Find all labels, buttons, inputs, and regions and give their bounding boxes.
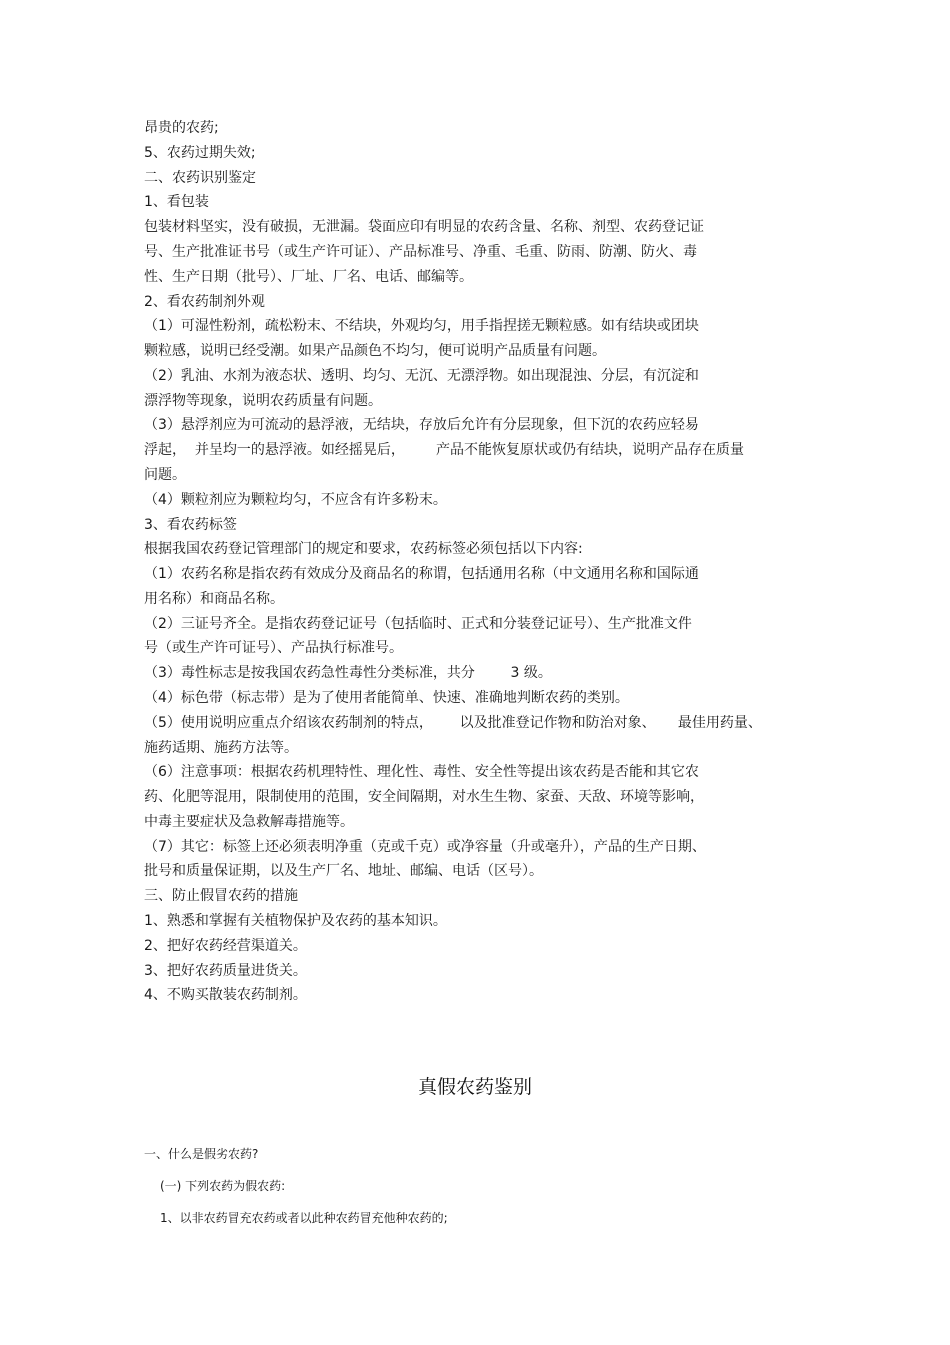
text-line: （1）可湿性粉剂，疏松粉末、不结块，外观均匀，用手指捏搓无颗粒感。如有结块或团块 [144, 318, 699, 335]
text-line: 问题。 [144, 466, 186, 483]
text-line: （3）悬浮剂应为可流动的悬浮液，无结块，存放后允许有分层现象，但下沉的农药应轻易 [144, 417, 699, 434]
text-line: （4）颗粒剂应为颗粒均匀，不应含有许多粉末。 [144, 491, 447, 508]
list-item: 1、以非农药冒充农药或者以此种农药冒充他种农药的; [160, 1211, 448, 1225]
text-line: （3）毒性标志是按我国农药急性毒性分类标准，共分 3 级。 [144, 665, 552, 682]
text-line: 用名称）和商品名称。 [144, 590, 284, 607]
text-line: 中毒主要症状及急救解毒措施等。 [144, 813, 354, 830]
text-line: 包装材料坚实，没有破损，无泄漏。袋面应印有明显的农药含量、名称、剂型、农药登记证 [144, 219, 704, 236]
text-line: 3、看农药标签 [144, 516, 237, 533]
text-line: 药、化肥等混用，限制使用的范围，安全间隔期，对水生生物、家蚕、天敌、环境等影响， [144, 789, 704, 806]
text-line: （6）注意事项：根据农药机理特性、理化性、毒性、安全性等提出该农药是否能和其它农 [144, 764, 699, 781]
text-line: 根据我国农药登记管理部门的规定和要求，农药标签必须包括以下内容: [144, 541, 583, 558]
text-line: 1、看包装 [144, 194, 209, 211]
text-line: 三、防止假冒农药的措施 [144, 888, 298, 905]
text-line: 号（或生产许可证号）、产品执行标准号。 [144, 640, 403, 657]
text-line: 2、把好农药经营渠道关。 [144, 937, 307, 954]
text-line: 施药适期、施药方法等。 [144, 739, 298, 756]
text-line: （5）使用说明应重点介绍该农药制剂的特点， 以及批准登记作物和防治对象、 最佳用药量、 [144, 714, 762, 731]
text-line: 号、生产批准证书号（或生产许可证）、产品标准号、净重、毛重、防雨、防潮、防火、毒 [144, 243, 697, 260]
text-line: （2）乳油、水剂为液态状、透明、均匀、无沉、无漂浮物。如出现混浊、分层，有沉淀和 [144, 367, 699, 384]
text-line: 性、生产日期（批号）、厂址、厂名、电话、邮编等。 [144, 268, 473, 285]
subsection-heading: (一) 下列农药为假农药: [160, 1179, 286, 1193]
text-line: 昂贵的农药; [144, 120, 219, 136]
text-line: 2、看农药制剂外观 [144, 293, 265, 310]
text-line: （7）其它：标签上还必须表明净重（克或千克）或净容量（升或毫升），产品的生产日期、 [144, 838, 706, 855]
text-line: 1、熟悉和掌握有关植物保护及农药的基本知识。 [144, 913, 447, 929]
section-heading: 一、什么是假劣农药? [144, 1147, 259, 1161]
text-line: （4）标色带（标志带）是为了使用者能简单、快速、准确地判断农药的类别。 [144, 689, 629, 706]
text-line: （2）三证号齐全。是指农药登记证号（包括临时、正式和分装登记证号）、生产批准文件 [144, 615, 692, 632]
text-line: 颗粒感，说明已经受潮。如果产品颜色不均匀，便可说明产品质量有问题。 [144, 343, 606, 359]
text-line: （1）农药名称是指农药有效成分及商品名的称谓，包括通用名称（中文通用名称和国际通 [144, 566, 699, 582]
text-line: 3、把好农药质量进货关。 [144, 962, 307, 979]
text-line: 浮起， 并呈均一的悬浮液。如经摇晃后， 产品不能恢复原状或仍有结块，说明产品存在质量 [144, 442, 745, 459]
text-line: 4、不购买散装农药制剂。 [144, 987, 307, 1004]
text-line: 批号和质量保证期，以及生产厂名、地址、邮编、电话（区号）。 [144, 863, 543, 880]
text-line: 二、农药识别鉴定 [144, 169, 256, 186]
text-line: 漂浮物等现象，说明农药质量有问题。 [144, 392, 382, 409]
document-title: 真假农药鉴别 [417, 1076, 532, 1098]
text-line: 5、农药过期失效; [144, 144, 256, 161]
